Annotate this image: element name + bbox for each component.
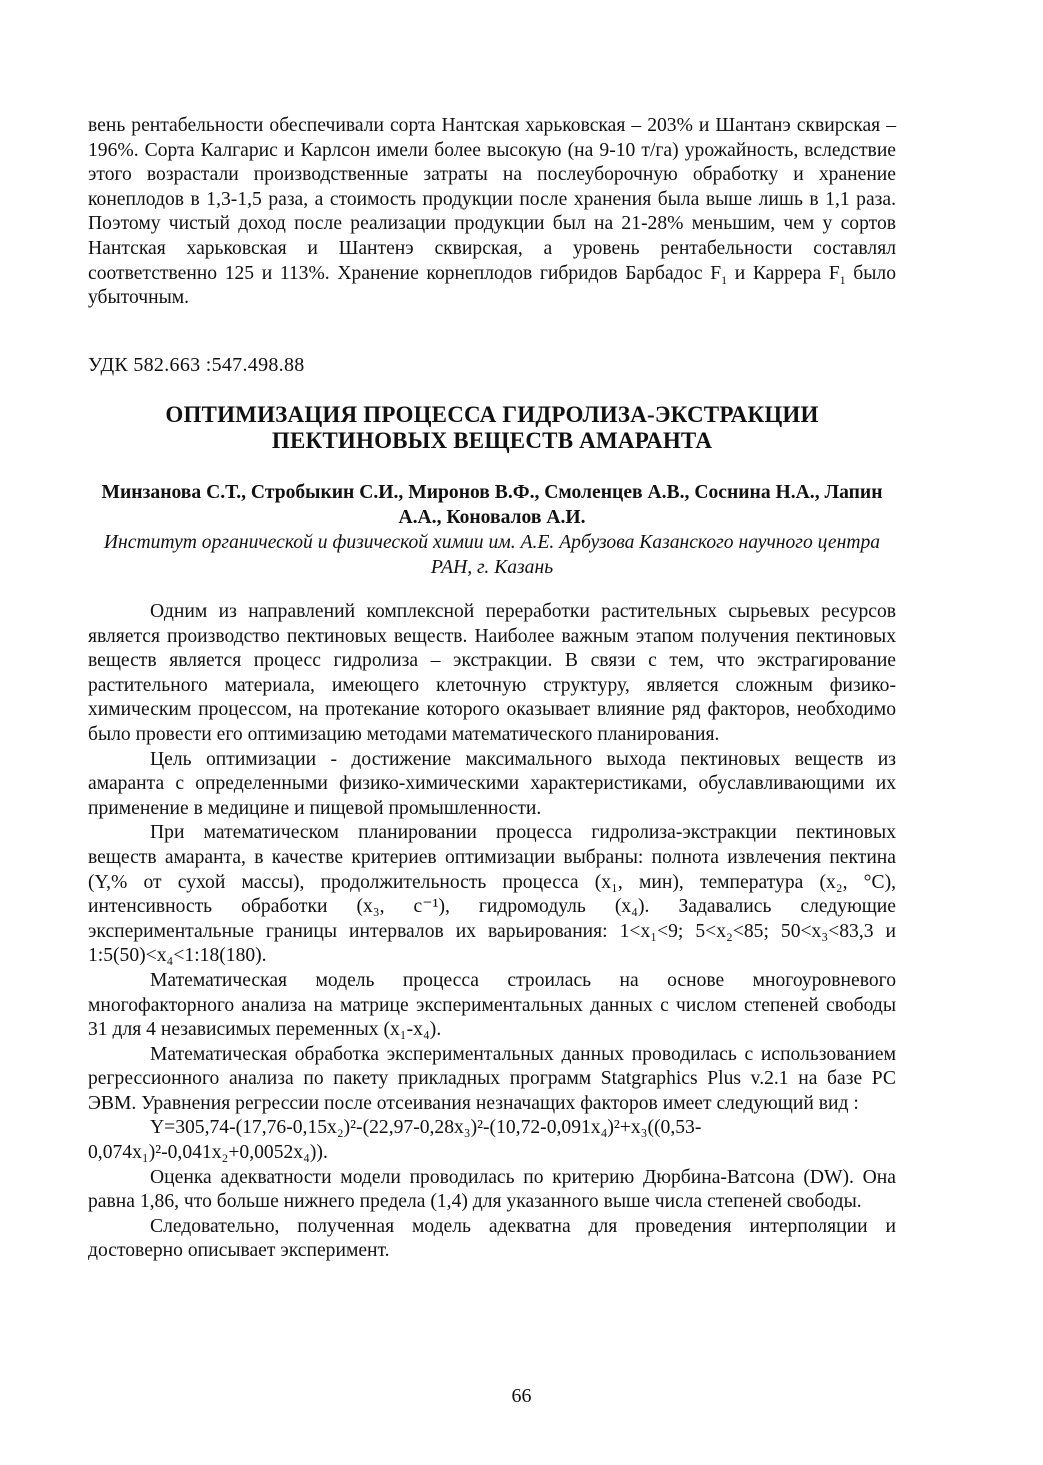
body-paragraph-6: Оценка адекватности модели проводилась по критерию Дюрбина-Ватсона (DW). Она равна 1,86, что больше нижнего предела (1,4) для указанного выше числа степеней свободы. (88, 1166, 896, 1213)
body-paragraph-1: Одним из направлений комплексной переработки растительных сырьевых ресурсов является производство пектиновых веществ. Наиболее важным этапом получения пектиновых веществ является процесс гидролиза – экстракции. В связи с тем, что экстрагирование растительного материала, имеющего клеточную структуру, является сложным физико-химическим процессом, на протекание которого оказывает влияние ряд факторов, необходимо было провести его оптимизацию методами математического планирования. (88, 601, 896, 745)
page-number: 66 (511, 1385, 532, 1407)
intro-text-c: было убыточным. (88, 262, 896, 309)
title-line-1: ОПТИМИЗАЦИЯ ПРОЦЕССА ГИДРОЛИЗА-ЭКСТРАКЦИИ (165, 402, 819, 427)
article-title (88, 402, 896, 454)
body-paragraph-7: Следовательно, полученная модель адекватна для проведения интерполяции и достоверно описывает эксперимент. (88, 1215, 896, 1262)
subscript: 1 (721, 272, 728, 287)
body-paragraph-3: При математическом планировании процесса гидролиза-экстракции пектиновых веществ амаранта, в качестве критериев оптимизации выбраны: полнота извлечения пектина (Y,% от сухой массы), продолжительность процесса (x₁, мин), температура (x₂, °C), интенсивность обработки (x₃, с⁻¹), гидромодуль (x₄). Задавались следующие экспериментальные границы интервалов их варьирования: 1<x₁<9; 5<x₂<85; 50<x₃<83,3 и 1:5(50)<x₄<1:18(180). (88, 822, 896, 967)
intro-paragraph (88, 114, 896, 311)
title-line-2: ПЕКТИНОВЫХ ВЕЩЕСТВ АМАРАНТА (271, 428, 713, 453)
intro-text-a: вень рентабельности обеспечивали сорта Нантская харьковская – 203% и Шантанэ сквирская – 196%. Сорта Калгарис и Карлсон имели более высокую (на 9-10 т/га) урожайность, вследствие этого возрастали производственные затраты на послеуборочную обработку и хранение конеплодов в 1,3-1,5 раза, а стоимость продукции после хранения была выше лишь в 1,1 раза. Поэтому чистый доход после реализации продукции был на 21-28% меньшим, чем у сортов Нантская харьковская и Шантенэ сквирская, а уровень рентабельности составлял соответственно 125 и 113%. Хранение корнеплодов гибридов Барбадос F (88, 115, 896, 284)
affiliation: Институт органической и физической химии им. А.Е. Арбузова Казанского научного центра РАН, г. Казань (103, 532, 881, 578)
subscript: 1 (839, 272, 846, 287)
authors: Минзанова С.Т., Стробыкин С.И., Миронов В.Ф., Смоленцев А.В., Соснина Н.А., Лапин А.А., Коновалов А.И. (101, 482, 883, 528)
udc-code: УДК 582.663 :547.498.88 (88, 354, 305, 376)
intro-text-b: и Каррера F (727, 262, 840, 284)
article-body (88, 600, 896, 1264)
body-paragraph-4: Математическая модель процесса строилась на основе многоуровневого многофакторного анализа на матрице экспериментальных данных с числом степеней свободы 31 для 4 независимых переменных (x₁-x₄). (88, 969, 896, 1041)
body-paragraph-2: Цель оптимизации - достижение максимального выхода пектиновых веществ из амаранта с определенными физико-химическими характеристиками, обуславливающими их применение в медицине и пищевой промышленности. (88, 748, 896, 819)
body-paragraph-5: Математическая обработка экспериментальных данных проводилась с использованием регрессионного анализа по пакету прикладных программ Statgraphics Plus v.2.1 на базе РС ЭВМ. Уравнения регрессии после отсеивания незначащих факторов имеет следующий вид : (88, 1043, 896, 1114)
regression-formula: Y=305,74-(17,76-0,15x₂)²-(22,97-0,28x₃)²-(10,72-0,091x₄)²+x₃((0,53-0,074x₁)²-0,041x₂+0,0052x₄)). (88, 1117, 702, 1164)
intro-section (88, 114, 896, 311)
